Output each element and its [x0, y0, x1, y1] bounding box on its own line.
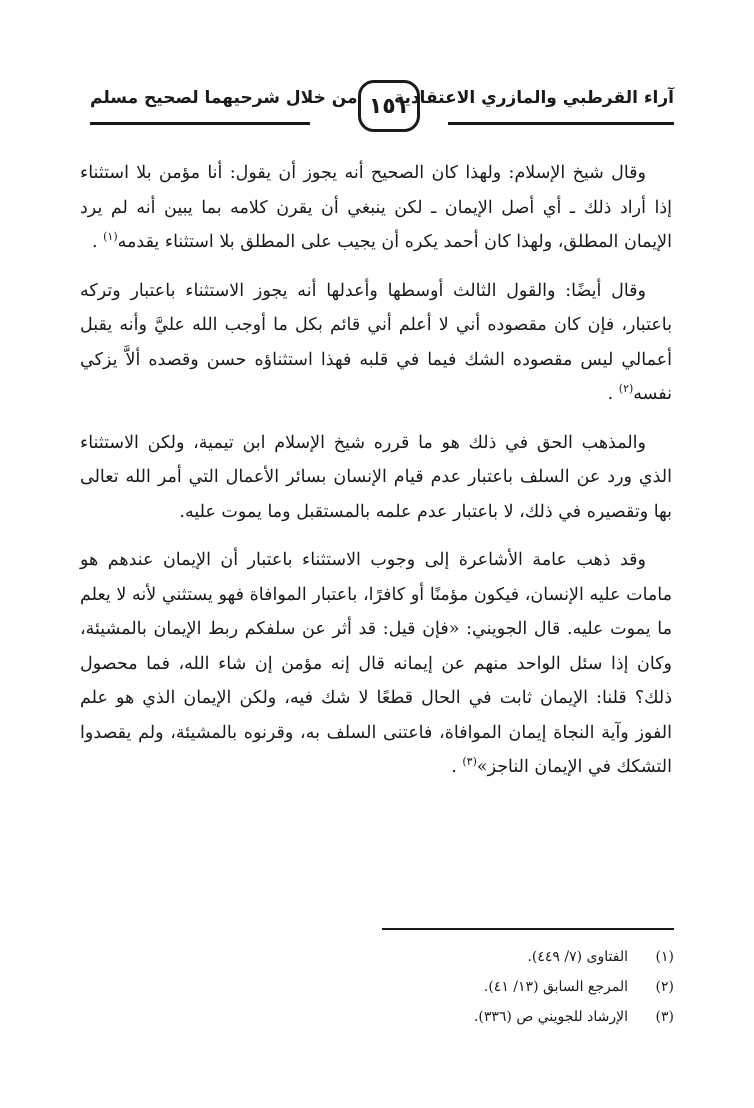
footnote-item: [274, 1002, 674, 1032]
footnote-text: الفتاوى (٧/ ٤٤٩).: [527, 949, 628, 965]
paragraph: [80, 274, 672, 412]
header-subtitle: من خلال شرحيهما لصحيح مسلم: [90, 88, 358, 108]
paragraph-text: والمذهب الحق في ذلك هو ما قرره شيخ الإسلام ابن تيمية، ولكن الاستثناء الذي ورد عن السلف باعتبار عدم قيام الإنسان بسائر الأعمال التي أمر الله تعالى بها وتقصيره في ذلك، لا باعتبار عدم علمه بالمستقبل وما يموت عليه.: [80, 432, 672, 522]
footnote-ref[interactable]: (١): [103, 230, 118, 244]
footnote-ref[interactable]: (٢): [618, 382, 634, 396]
footnote-text: المرجع السابق (١٣/ ٤١).: [483, 979, 628, 995]
paragraph: [80, 156, 672, 260]
page-number: ١٥١: [358, 80, 420, 132]
footnote-ref[interactable]: (٣): [462, 755, 477, 769]
paragraph-text: وقد ذهب عامة الأشاعرة إلى وجوب الاستثناء باعتبار أن الإيمان عندهم هو مامات عليه الإنسان، فيكون مؤمنًا أو كافرًا، باعتبار الموافاة فهو يستثني لأنه لا يعلم ما يموت عليه. قال الجويني: «فإن قيل: قد أثر عن سلفكم ربط الإيمان بالمشيئة، وكان إذا سئل الواحد منهم عن إيمانه قال إنه مؤمن إن شاء الله، فما محصول ذلك؟ قلنا: الإيمان ثابت في الحال قطعًا لا شك فيه، ولكن الإيمان الذي هو علم الفوز وآية النجاة إيمان الموافاة، فاعتنى السلف به، وقرنوه بالمشيئة، ولم يقصدوا التشكك في الإيمان الناجز»: [80, 550, 672, 777]
footnote-number: (٢): [655, 979, 674, 995]
paragraph-text: وقال شيخ الإسلام: ولهذا كان الصحيح أنه يجوز أن يقول: أنا مؤمن بلا استثناء إذا أراد ذلك ـ أي أصل الإيمان ـ لكن ينبغي أن يقرن كلامه بما يبين أنه لم يرد الإيمان المطلق، ولهذا كان أحمد يكره أن يجيب على المطلق بلا استثناء يقدمه: [80, 163, 672, 252]
footnote-text: الإرشاد للجويني ص (٣٣٦).: [473, 1009, 628, 1025]
header-rule-left: [90, 122, 310, 125]
footnote-item: [274, 972, 674, 1002]
footnote-number: (٣): [655, 1009, 674, 1025]
header-book-title: آراء القرطبي والمازري الاعتقادية: [394, 88, 674, 108]
paragraph: [80, 426, 672, 530]
running-header: [90, 78, 674, 134]
paragraph-end: .: [91, 232, 104, 252]
paragraph: [80, 543, 672, 785]
footnote-item: [274, 942, 674, 972]
header-rule-right: [448, 122, 674, 125]
main-text: [80, 156, 672, 799]
footnotes: [274, 942, 674, 1032]
footnote-number: (١): [655, 949, 674, 965]
paragraph-text: وقال أيضًا: والقول الثالث أوسطها وأعدلها أنه يجوز الاستثناء باعتبار وتركه باعتبار، فإن كان مقصوده أني لا أعلم أني قائم بكل ما أوجب الله عليَّ وأنه يقبل أعمالي ليس مقصوده الشك فيما في قلبه فهذا استثناؤه حسن وقصده ألاَّ يزكي نفسه: [80, 280, 672, 404]
paragraph-end: .: [451, 757, 463, 777]
paragraph-end: .: [607, 384, 619, 404]
footnote-separator: [382, 928, 674, 930]
